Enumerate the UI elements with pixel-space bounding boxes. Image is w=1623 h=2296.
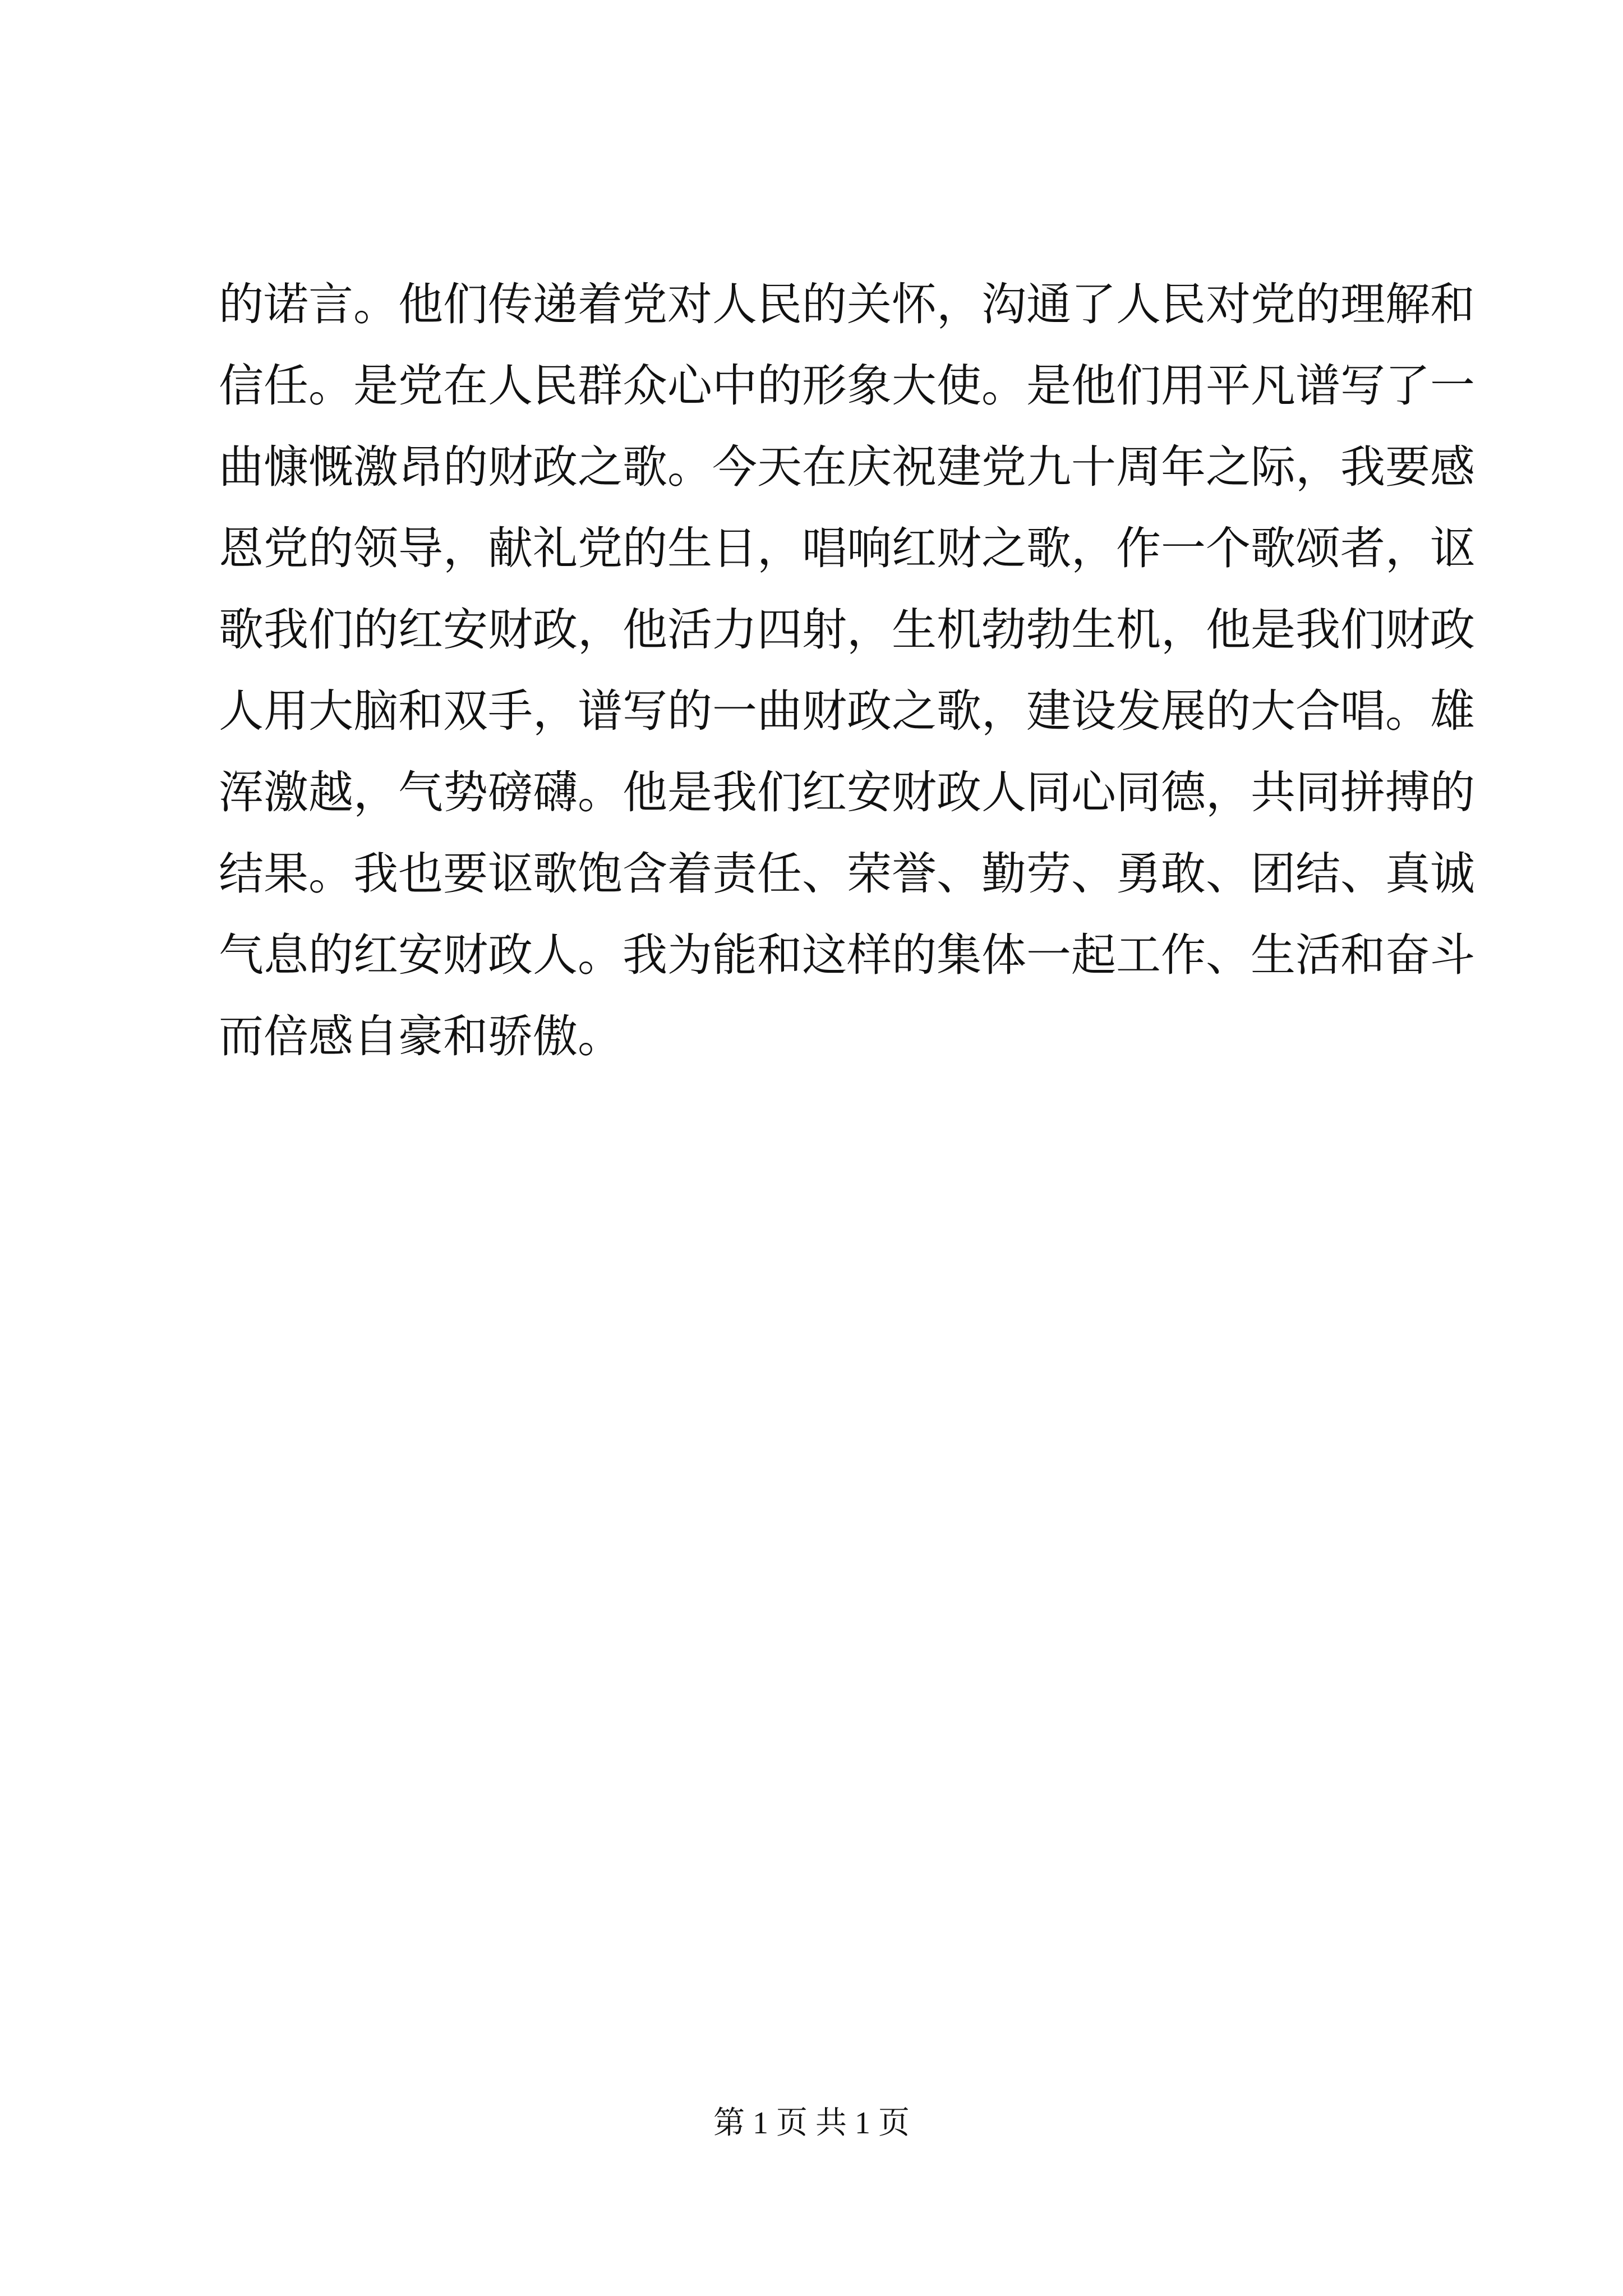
paragraph-line: 歌我们的红安财政，他活力四射，生机勃勃生机，他是我们财政	[219, 604, 1475, 656]
paragraph-line: 而倍感自豪和骄傲。	[219, 1010, 623, 1062]
page-number-label: 第 1 页 共 1 页	[713, 2106, 910, 2141]
paragraph-line: 曲慷慨激昂的财政之歌。今天在庆祝建党九十周年之际，我要感	[219, 441, 1475, 493]
paragraph-line: 的诺言。他们传递着党对人民的关怀，沟通了人民对党的理解和	[219, 278, 1475, 330]
page-footer	[0, 2101, 1623, 2146]
paragraph-line: 恩党的领导，献礼党的生日，唱响红财之歌，作一个歌颂者，讴	[219, 522, 1475, 574]
paragraph-line: 信任。是党在人民群众心中的形象大使。是他们用平凡谱写了一	[219, 360, 1475, 412]
paragraph-line: 结果。我也要讴歌饱含着责任、荣誉、勤劳、勇敢、团结、真诚	[219, 848, 1475, 900]
paragraph-line: 浑激越，气势磅礴。他是我们红安财政人同心同德，共同拼搏的	[219, 766, 1475, 818]
paragraph-line: 气息的红安财政人。我为能和这样的集体一起工作、生活和奋斗	[219, 929, 1475, 981]
paragraph-line: 人用大脑和双手，谱写的一曲财政之歌，建设发展的大合唱。雄	[219, 685, 1475, 737]
body-paragraph	[219, 264, 1475, 1077]
